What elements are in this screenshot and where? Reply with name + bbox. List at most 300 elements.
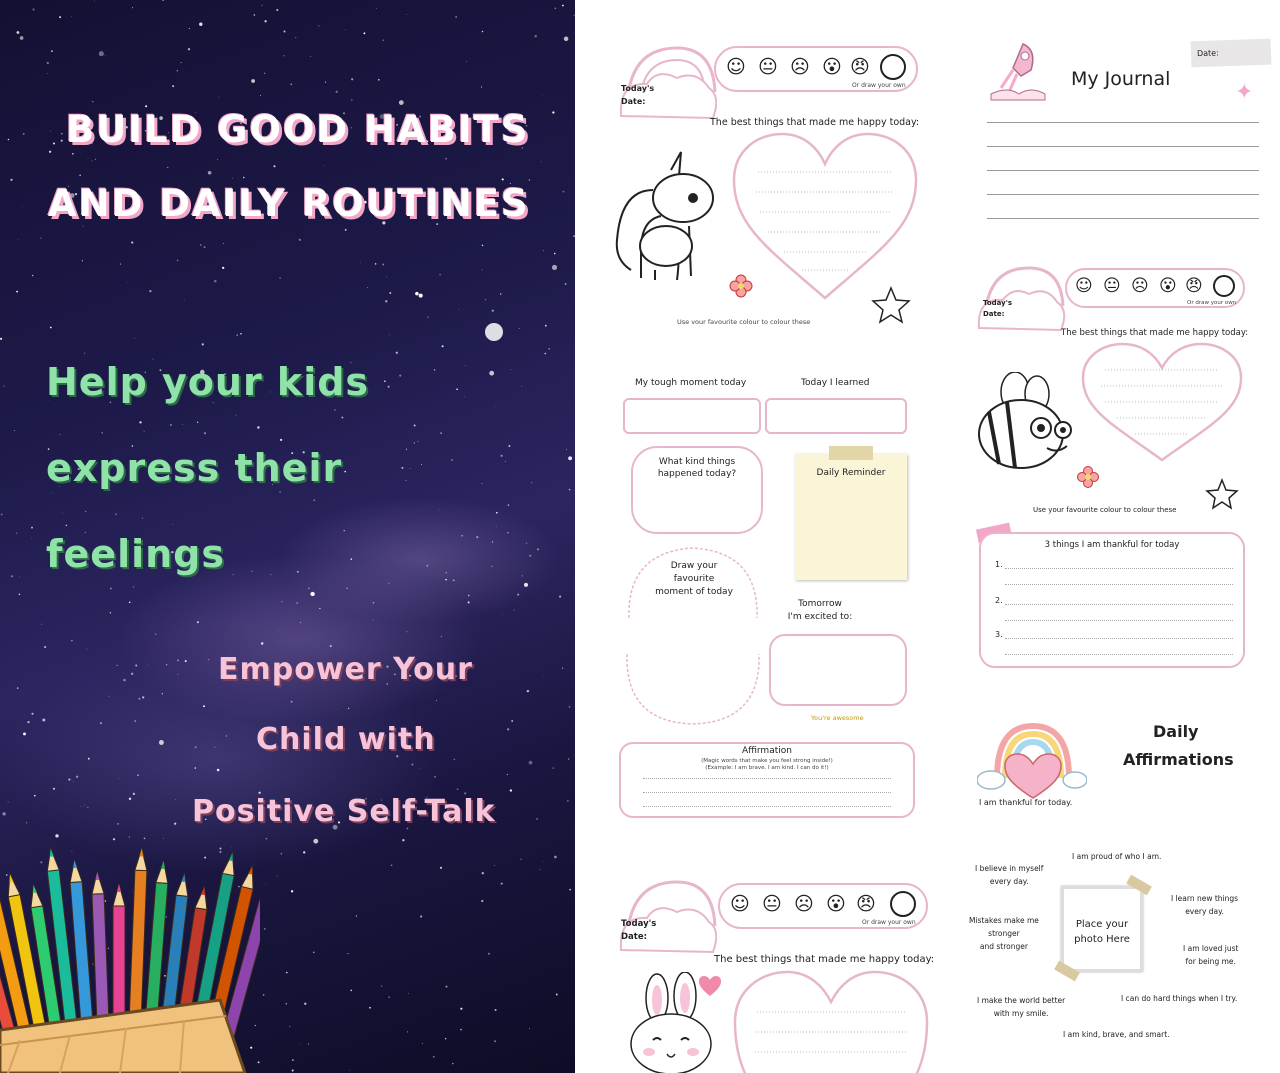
star-dot (451, 459, 453, 461)
star-dot (263, 994, 265, 996)
heart-writing-area[interactable] (731, 966, 931, 1073)
star-dot (61, 133, 63, 135)
heart-caption: I am thankful for today. (979, 798, 1073, 807)
star-dot (373, 602, 375, 604)
star-dot (173, 524, 174, 525)
star-dot (17, 31, 20, 34)
thankful-number-1: 1. (995, 560, 1003, 569)
star-dot (378, 79, 380, 81)
star-dot (289, 1026, 290, 1027)
surprised-face-icon[interactable]: 😮 (822, 56, 842, 78)
star-dot (84, 353, 85, 354)
star-dot (336, 91, 338, 93)
star-dot (508, 445, 510, 447)
star-dot (181, 62, 182, 63)
star-dot (445, 1038, 446, 1039)
star-dot (442, 345, 444, 347)
star-dot (383, 40, 384, 41)
headline-line-1: BUILD GOOD HABITS (66, 108, 530, 151)
star-dot (350, 990, 352, 992)
star-dot (501, 455, 503, 457)
neutral-face-icon[interactable]: 😐 (1103, 276, 1121, 296)
thankful-line[interactable] (1005, 604, 1233, 605)
star-dot (18, 239, 19, 240)
journal-line[interactable] (987, 170, 1259, 171)
star-dot (1, 514, 3, 516)
star-dot (468, 595, 470, 597)
star-dot (31, 527, 33, 529)
star-dot (277, 876, 278, 877)
star-dot (344, 471, 346, 473)
star-dot (91, 160, 92, 161)
star-dot (138, 698, 140, 700)
star-dot (433, 1056, 435, 1058)
star-dot (53, 788, 55, 790)
star-dot (80, 806, 81, 807)
star-dot (123, 679, 125, 681)
star-dot (511, 720, 513, 722)
star-dot (565, 283, 567, 285)
surprised-face-icon[interactable]: 😮 (1159, 276, 1177, 296)
star-dot (131, 673, 133, 675)
star-dot (396, 352, 398, 354)
happy-face-icon[interactable]: ☺ (1075, 276, 1093, 296)
star-dot (19, 593, 21, 595)
star-dot (545, 325, 547, 327)
angry-face-icon[interactable]: 😠 (1185, 276, 1203, 296)
affirmation-box[interactable] (619, 742, 915, 818)
star-dot (468, 601, 470, 603)
star-dot (482, 483, 483, 484)
star-dot (295, 37, 296, 38)
star-dot (535, 35, 537, 37)
headline-line-2: AND DAILY ROUTINES (48, 182, 530, 225)
promo-panel (0, 0, 575, 1073)
star-dot (110, 612, 111, 613)
affirmation-line[interactable] (643, 792, 891, 793)
star-dot (375, 263, 377, 265)
star-dot (286, 1003, 287, 1004)
empower-line-2: Child with (256, 722, 436, 757)
star-dot (426, 565, 428, 567)
affirmation-title: Affirmation (742, 746, 792, 756)
star-dot (291, 701, 293, 703)
star-dot (420, 915, 422, 917)
star-dot (265, 883, 266, 884)
star-dot (202, 343, 204, 345)
star-dot (47, 62, 49, 64)
sparkle-icon: ✦ (1235, 80, 1254, 105)
star-dot (88, 158, 89, 159)
pencil-cup-illustration (0, 830, 260, 1073)
star-dot (100, 722, 102, 724)
star-dot (102, 432, 103, 433)
happy-face-icon[interactable]: ☺ (730, 893, 750, 915)
star-dot (554, 856, 557, 859)
star-dot (264, 72, 266, 74)
star-dot (542, 96, 543, 97)
journal-line[interactable] (987, 146, 1259, 147)
star-icon (871, 286, 911, 324)
star-dot (79, 175, 80, 176)
star-dot (545, 353, 547, 355)
star-dot (318, 25, 319, 26)
star-dot (175, 799, 176, 800)
star-dot (264, 928, 266, 930)
star-dot (421, 464, 422, 465)
sad-face-icon[interactable]: ☹ (1131, 276, 1149, 296)
star-dot (217, 769, 220, 772)
star-dot (264, 20, 266, 22)
star-dot (8, 802, 9, 803)
star-dot (482, 269, 483, 270)
daily-reminder-note[interactable] (795, 454, 907, 580)
kids-line-1: Help your kids (46, 360, 370, 404)
star-dot (291, 890, 293, 892)
star-dot (290, 83, 292, 85)
star-dot (280, 439, 282, 441)
star-dot (95, 159, 96, 160)
star-dot (19, 577, 20, 578)
tomorrow-label: Tomorrow I'm excited to: (787, 599, 853, 622)
star-dot (460, 1008, 462, 1010)
star-dot (283, 55, 284, 56)
star-dot (325, 81, 326, 82)
star-dot (569, 706, 571, 708)
star-dot (420, 768, 421, 769)
star-dot (109, 696, 110, 697)
draw-own-label: Or draw your own (862, 919, 916, 926)
star-dot (445, 158, 447, 160)
star-dot (481, 87, 482, 88)
date-label: Today's Date: (621, 84, 655, 106)
star-dot (481, 900, 483, 902)
journal-line[interactable] (987, 194, 1259, 195)
star-dot (261, 642, 263, 644)
star-dot (405, 480, 406, 481)
star-dot (519, 328, 520, 329)
star-dot (11, 575, 13, 577)
star-dot (129, 798, 131, 800)
star-dot (129, 602, 131, 604)
star-dot (303, 851, 305, 853)
star-dot (568, 758, 569, 759)
star-dot (562, 668, 563, 669)
worksheet-pages (575, 0, 1280, 1073)
floral-wreath-bottom[interactable] (621, 650, 765, 730)
star-dot (554, 253, 556, 255)
star-dot (266, 838, 268, 840)
star-dot (541, 161, 542, 162)
star-dot (501, 883, 503, 885)
star-dot (235, 415, 236, 416)
star-dot (492, 566, 493, 567)
star-dot (566, 449, 567, 450)
star-dot (399, 100, 404, 105)
star-dot (281, 853, 282, 854)
star-dot (50, 327, 52, 329)
star-dot (61, 140, 63, 142)
star-dot (495, 1009, 497, 1011)
happy-prompt: The best things that made me happy today: (714, 954, 935, 965)
star-dot (83, 226, 84, 227)
star-dot (142, 696, 144, 698)
star-dot (458, 309, 459, 310)
thankful-line[interactable] (1005, 654, 1233, 655)
star-dot (562, 5, 564, 7)
journal-date-label: Date: (1196, 48, 1219, 59)
kind-things-cloud[interactable] (631, 446, 763, 534)
star-dot (489, 371, 494, 376)
star-dot (126, 589, 127, 590)
happy-prompt: The best things that made me happy today: (1061, 328, 1249, 338)
star-dot (376, 8, 377, 9)
star-dot (59, 16, 61, 18)
star-dot (411, 764, 413, 766)
star-dot (567, 800, 569, 802)
star-dot (502, 178, 504, 180)
star-dot (286, 972, 287, 973)
star-dot (47, 73, 48, 74)
star-dot (456, 388, 458, 390)
star-dot (271, 574, 272, 575)
star-dot (441, 636, 442, 637)
affirmation-line[interactable] (643, 806, 891, 807)
star-dot (188, 48, 190, 50)
star-dot (522, 575, 523, 576)
angry-face-icon[interactable]: 😠 (850, 56, 870, 78)
star-dot (330, 645, 332, 647)
star-dot (440, 867, 442, 869)
star-dot (402, 839, 404, 841)
star-dot (410, 468, 411, 469)
star-dot (524, 583, 528, 587)
affirmations-title-1: Daily (1153, 722, 1199, 741)
star-dot (465, 365, 466, 366)
star-dot (127, 282, 128, 283)
thankful-number-3: 3. (995, 630, 1003, 639)
star-dot (189, 28, 190, 29)
star-dot (0, 338, 2, 340)
sad-face-icon[interactable]: ☹ (794, 893, 814, 915)
star-dot (399, 375, 401, 377)
star-dot (262, 5, 263, 6)
star-dot (251, 571, 253, 573)
bright-star (485, 323, 503, 341)
star-dot (454, 759, 456, 761)
star-dot (31, 538, 32, 539)
star-dot (461, 535, 462, 536)
star-dot (23, 133, 25, 135)
star-dot (162, 0, 164, 1)
star-dot (508, 504, 510, 506)
star-dot (319, 608, 320, 609)
star-dot (436, 700, 437, 701)
affirmation-sub-1: (Magic words that make you feel strong inside!) (701, 758, 833, 764)
star-dot (226, 735, 227, 736)
blank-face-circle[interactable] (1213, 275, 1235, 297)
star-dot (568, 456, 572, 460)
star-dot (214, 746, 215, 747)
thankful-line[interactable] (1005, 584, 1233, 585)
neutral-face-icon[interactable]: 😐 (758, 56, 778, 78)
star-dot (44, 646, 46, 648)
star-dot (401, 467, 403, 469)
star-dot (147, 664, 148, 665)
star-dot (200, 244, 202, 246)
star-dot (177, 70, 178, 71)
tomorrow-box[interactable] (769, 634, 907, 706)
star-dot (310, 56, 311, 57)
star-dot (16, 532, 18, 534)
star-dot (527, 690, 529, 692)
star-dot (388, 386, 390, 388)
affirmation-item: I am kind, brave, and smart. (1063, 1030, 1170, 1039)
star-dot (204, 432, 206, 434)
star-dot (251, 79, 255, 83)
star-dot (73, 781, 74, 782)
thankful-line[interactable] (1005, 568, 1233, 569)
star-dot (260, 95, 261, 96)
star-dot (184, 299, 185, 300)
star-dot (360, 262, 361, 263)
star-dot (526, 543, 527, 544)
star-dot (510, 369, 511, 370)
star-dot (134, 720, 136, 722)
star-dot (139, 421, 141, 423)
flower-icon (729, 274, 753, 298)
star-icon (1205, 478, 1239, 510)
sad-face-icon[interactable]: ☹ (790, 56, 810, 78)
star-dot (178, 674, 179, 675)
star-dot (14, 430, 15, 431)
star-dot (351, 558, 353, 560)
star-dot (427, 316, 429, 318)
surprised-face-icon[interactable]: 😮 (826, 893, 846, 915)
star-dot (562, 191, 564, 193)
star-dot (407, 631, 408, 632)
star-dot (408, 993, 409, 994)
star-dot (232, 178, 233, 179)
star-dot (53, 143, 55, 145)
star-dot (455, 16, 456, 17)
star-dot (363, 32, 365, 34)
star-dot (51, 50, 53, 52)
blank-face-circle[interactable] (890, 891, 916, 917)
star-dot (475, 665, 476, 666)
star-dot (406, 449, 407, 450)
star-dot (49, 151, 51, 153)
star-dot (292, 1069, 294, 1071)
heart-writing-area[interactable] (730, 130, 920, 302)
star-dot (556, 994, 558, 996)
star-dot (495, 406, 496, 407)
star-dot (117, 665, 118, 666)
star-dot (356, 916, 357, 917)
journal-line[interactable] (987, 122, 1259, 123)
affirmation-item: I can do hard things when I try. (1121, 994, 1238, 1003)
star-dot (135, 665, 137, 667)
heart-icon (697, 974, 723, 998)
star-dot (10, 179, 12, 181)
star-dot (313, 499, 315, 501)
star-dot (133, 793, 135, 795)
star-dot (51, 492, 52, 493)
neutral-face-icon[interactable]: 😐 (762, 893, 782, 915)
star-dot (482, 245, 484, 247)
star-dot (529, 1028, 530, 1029)
star-dot (16, 291, 18, 293)
star-dot (208, 171, 212, 175)
star-dot (496, 526, 497, 527)
star-dot (182, 424, 183, 425)
star-dot (34, 795, 36, 797)
star-dot (337, 709, 338, 710)
star-dot (208, 659, 209, 660)
star-dot (517, 594, 519, 596)
star-dot (446, 572, 447, 573)
star-dot (170, 424, 172, 426)
heart-writing-area[interactable] (1079, 340, 1245, 464)
rocket-book-icon (987, 40, 1047, 102)
star-dot (88, 758, 90, 760)
learned-box[interactable] (765, 398, 907, 434)
star-dot (348, 708, 349, 709)
tough-moment-box[interactable] (623, 398, 761, 434)
star-dot (8, 139, 10, 141)
angry-face-icon[interactable]: 😠 (856, 893, 876, 915)
empower-line-1: Empower Your (218, 652, 473, 687)
star-dot (300, 1043, 301, 1044)
happy-face-icon[interactable]: ☺ (726, 56, 746, 78)
thankful-line[interactable] (1005, 638, 1233, 639)
star-dot (341, 417, 343, 419)
star-dot (389, 334, 390, 335)
flower-icon (1077, 466, 1099, 488)
star-dot (381, 986, 382, 987)
star-dot (145, 105, 147, 107)
journal-line[interactable] (987, 218, 1259, 219)
star-dot (434, 776, 436, 778)
unicorn-illustration (611, 150, 731, 290)
star-dot (26, 822, 27, 823)
star-dot (388, 583, 389, 584)
star-dot (299, 239, 301, 241)
star-dot (494, 865, 495, 866)
star-dot (32, 275, 34, 277)
star-dot (23, 732, 26, 735)
star-dot (27, 721, 29, 723)
star-dot (536, 818, 538, 820)
star-dot (240, 333, 242, 335)
blank-face-circle[interactable] (880, 54, 906, 80)
star-dot (552, 111, 554, 113)
star-dot (50, 130, 51, 131)
star-dot (407, 1031, 408, 1032)
rainbow-cloud-icon (617, 876, 717, 956)
star-dot (243, 177, 244, 178)
star-dot (520, 858, 521, 859)
star-dot (442, 781, 443, 782)
thankful-box[interactable] (979, 532, 1245, 668)
star-dot (279, 491, 281, 493)
star-dot (460, 1029, 462, 1031)
thankful-line[interactable] (1005, 620, 1233, 621)
photo-frame[interactable] (1061, 886, 1143, 972)
star-dot (71, 16, 72, 17)
star-dot (217, 159, 218, 160)
affirmation-line[interactable] (643, 778, 891, 779)
